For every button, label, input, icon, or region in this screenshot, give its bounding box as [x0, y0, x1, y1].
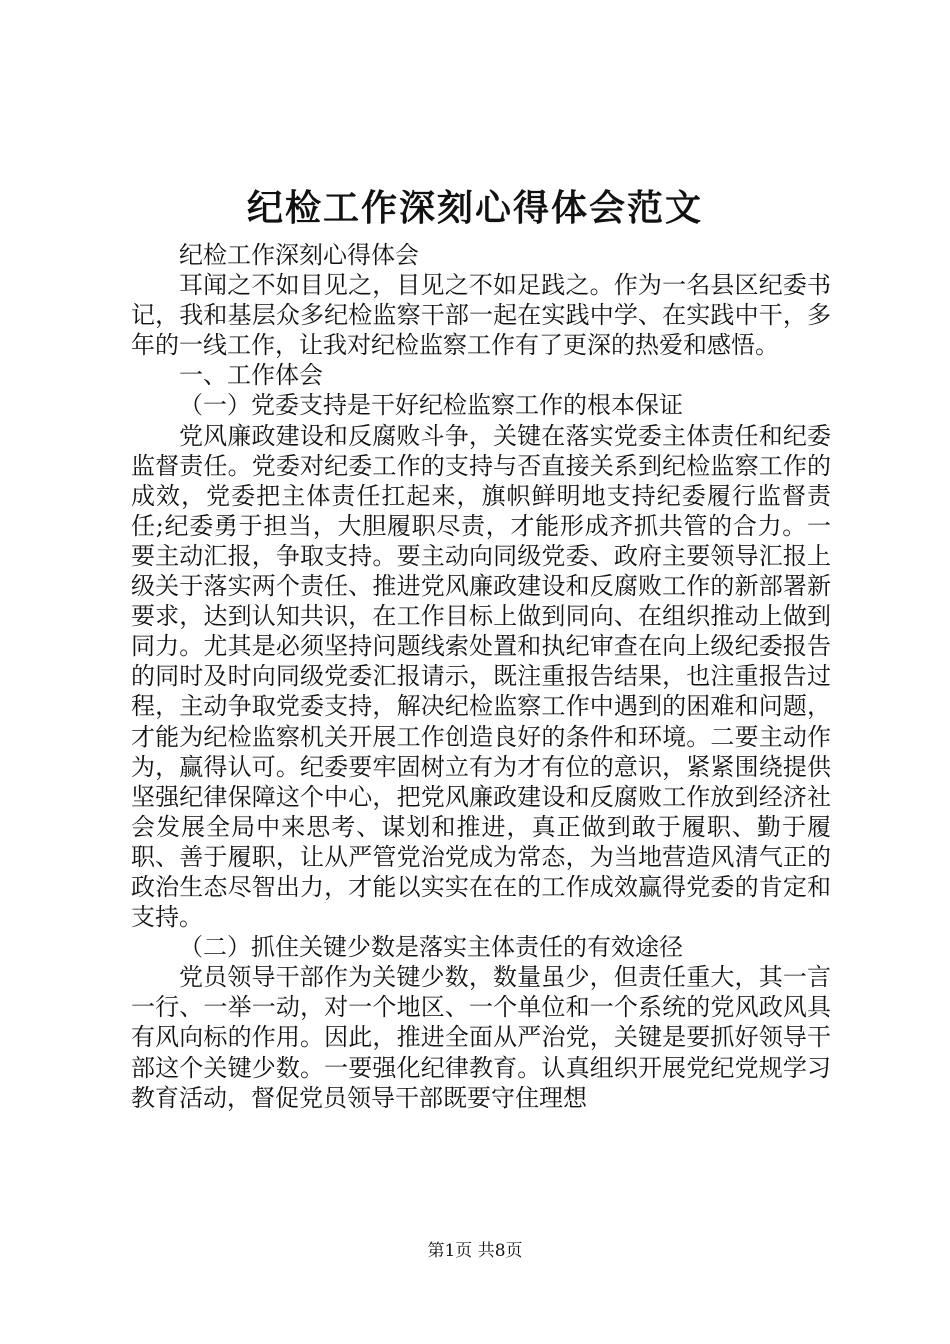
document-title: 纪检工作深刻心得体会范文	[246, 187, 703, 229]
subsection-heading-2: （二）抓住关键少数是落实主体责任的有效途径	[179, 933, 683, 962]
body-paragraph-1: 党风廉政建设和反腐败斗争，关键在落实党委主体责任和纪委监督责任。党委对纪委工作的支持与否直接关系到纪检监察工作的成效，党委把主体责任扛起来，旗帜鲜明地支持纪委履行监督责任;纪委勇于担当，大胆履职尽责，才能形成齐抓共管的合力。一要主动汇报，争取支持。要主动向同级党委、政府主要领导汇报上级关于落实两个责任、推进党风廉政建设和反腐败工作的新部署新要求，达到认知共识，在工作目标上做到同向、在组织推动上做到同力。尤其是必须坚持问题线索处置和执纪审查在向上级纪委报告的同时及时向同级党委汇报请示，既注重报告结果，也注重报告过程，主动争取党委支持，解决纪检监察工作中遇到的困难和问题，才能为纪检监察机关开展工作创造良好的条件和环境。二要主动作为，赢得认可。纪委要牢固树立有为才有位的意识，紧紧围绕提供坚强纪律保障这个中心，把党风廉政建设和反腐败工作放到经济社会发展全局中来思考、谋划和推进，真正做到敢于履职、勤于履职、善于履职，让从严管党治党成为常态，为当地营造风清气正的政治生态尽智出力，才能以实实在在的工作成效赢得党委的肯定和支持。	[131, 421, 831, 932]
subsection-heading-1: （一）党委支持是干好纪检监察工作的根本保证	[179, 391, 683, 420]
section-heading: 一、工作体会	[179, 361, 323, 390]
subtitle-paragraph: 纪检工作深刻心得体会	[179, 241, 419, 269]
body-paragraph-2: 党员领导干部作为关键少数，数量虽少，但责任重大，其一言一行、一举一动，对一个地区、一个单位和一个系统的党风政风具有风向标的作用。因此，推进全面从严治党，关键是要抓好领导干部这个关键少数。一要强化纪律教育。认真组织开展党纪党规学习教育活动，督促党员领导干部既要守住理想	[131, 963, 831, 1112]
document-body	[131, 240, 831, 1113]
page-footer: 第1页 共8页	[427, 1241, 523, 1261]
intro-paragraph: 耳闻之不如目见之，目见之不如足践之。作为一名县区纪委书记，我和基层众多纪检监察干部一起在实践中学、在实践中干，多年的一线工作，让我对纪检监察工作有了更深的热爱和感悟。	[131, 271, 831, 360]
